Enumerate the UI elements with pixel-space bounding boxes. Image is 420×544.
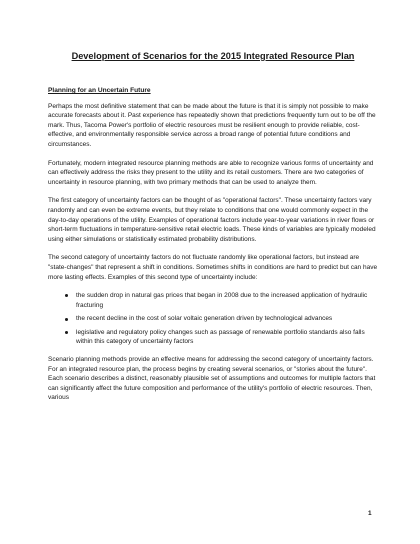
paragraph-4: The second category of uncertainty factors do not fluctuate randomly like operational factors, but instead are "state-changes" that represent a shift in conditions. Sometimes shifts in conditions are hard to predict but can have more lasting effects. Examples of this second type of uncertainty include:	[48, 254, 378, 281]
document-title: Development of Scenarios for the 2015 Integrated Resource Plan	[71, 51, 355, 61]
paragraph-3: The first category of uncertainty factors can be thought of as "operational factors". These uncertainty factors vary randomly and can even be extreme events, but they relate to conditions that one would commonly expect in the day-to-day operations of the utility. Examples of operational factors include year-to-year variations in river flows or short-term fluctuations in temperature-sensitive retail electric loads. These kinds of variables are typically modeled using either simulations or statistically estimated probability distributions.	[48, 197, 376, 243]
page-number: 1	[368, 510, 372, 517]
uncertainty-examples-list	[48, 291, 378, 347]
list-item: the sudden drop in natural gas prices that began in 2008 due to the increased application of hydraulic fracturing	[76, 291, 378, 310]
paragraph-1: Perhaps the most definitive statement that can be made about the future is that it is simply not possible to make accurate forecasts about it. Past experience has repeatedly shown that predictions frequently turn out to be off the mark. Thus, Tacoma Power's portfolio of electric resources must be resilient enough to provide reliable, cost-effective, and environmentally responsible service across a broad range of potential future conditions and circumstances.	[48, 102, 376, 148]
section-heading: Planning for an Uncertain Future	[48, 87, 151, 94]
list-item: legislative and regulatory policy changes such as passage of renewable portfolio standards also falls within this category of uncertainty factors	[76, 328, 378, 347]
paragraph-2: Fortunately, modern integrated resource planning methods are able to recognize various forms of uncertainty and can effectively address the risks they present to the utility and its retail customers. There are two categories of uncertainty in resource planning, with two primary methods that can be used to analyze them.	[48, 159, 374, 186]
paragraph-5: Scenario planning methods provide an effective means for addressing the second category of uncertainty factors. For an integrated resource plan, the process begins by creating several scenarios, or "stories about the future". Each scenario describes a distinct, reasonably plausible set of assumptions and outcomes for multiple factors that can significantly affect the future composition and performance of the utility's portfolio of electric resources. Then, various	[48, 356, 376, 402]
list-item: the recent decline in the cost of solar voltaic generation driven by technological advances	[76, 314, 378, 324]
document-page	[48, 50, 378, 412]
